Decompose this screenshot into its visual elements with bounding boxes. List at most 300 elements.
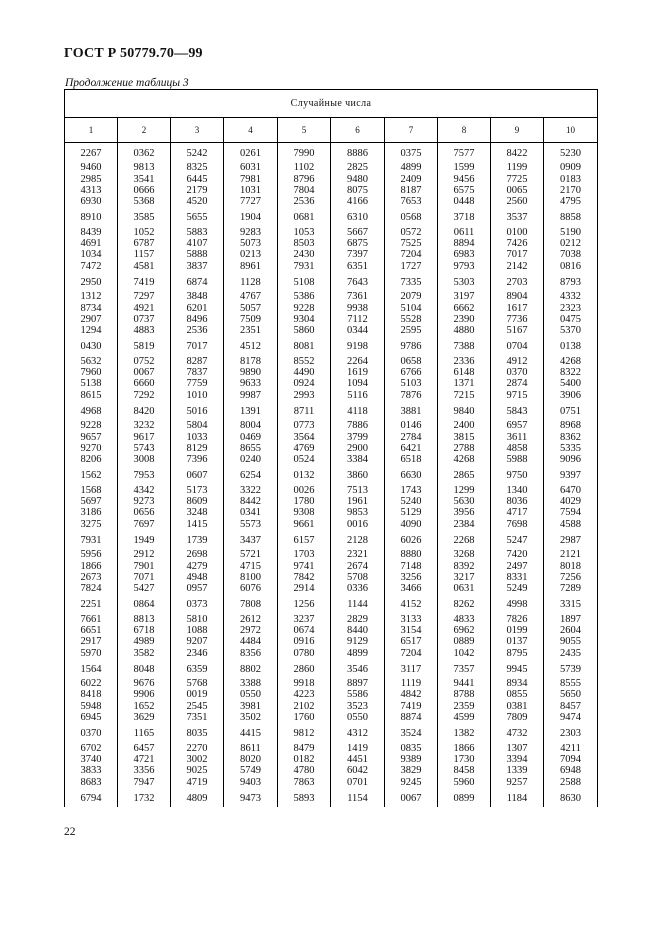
table-cell — [65, 743, 118, 791]
random-number: 5960 — [453, 776, 475, 788]
random-number: 7388 — [453, 341, 475, 353]
random-number: 2985 — [80, 173, 102, 185]
table-cell — [65, 726, 118, 742]
table-cell — [224, 468, 278, 484]
table-cell — [278, 533, 331, 549]
random-number: 4717 — [506, 507, 528, 519]
random-number: 5893 — [293, 792, 315, 804]
table-cell — [118, 662, 171, 678]
table-cell — [278, 227, 331, 275]
random-number: 2674 — [347, 560, 368, 572]
random-number: 8961 — [240, 260, 261, 272]
random-number: 6254 — [240, 470, 261, 482]
table-row — [65, 356, 598, 404]
random-number: 7509 — [240, 313, 261, 325]
random-number: 1760 — [293, 712, 315, 724]
table-cell — [118, 143, 171, 163]
random-number: 9473 — [240, 792, 261, 804]
table-cell — [278, 143, 331, 163]
random-number: 8609 — [186, 496, 208, 508]
table-cell — [278, 597, 331, 613]
table-cell — [544, 143, 598, 163]
random-number: 0899 — [453, 792, 475, 804]
random-number: 4989 — [133, 636, 155, 648]
random-number: 1391 — [240, 405, 261, 417]
random-number: 5804 — [186, 420, 208, 432]
random-number: 1034 — [80, 249, 102, 261]
table-cell — [491, 743, 544, 791]
table-cell — [544, 356, 598, 404]
table-cell — [385, 420, 438, 468]
random-number: 1730 — [453, 753, 475, 765]
table-cell — [544, 791, 598, 807]
random-number: 6470 — [560, 484, 582, 496]
random-number: 7947 — [133, 776, 155, 788]
random-number: 0370 — [506, 367, 528, 379]
random-number: 8004 — [240, 420, 261, 432]
random-number: 2384 — [453, 518, 475, 530]
random-number: 9207 — [186, 636, 208, 648]
random-number: 5586 — [347, 689, 368, 701]
random-number: 2435 — [560, 647, 582, 659]
random-number: 0611 — [453, 226, 475, 238]
table-cell — [491, 227, 544, 275]
random-number: 0212 — [560, 238, 582, 250]
table-cell — [491, 404, 544, 420]
number-group — [65, 356, 598, 404]
table-cell — [385, 404, 438, 420]
random-number: 8018 — [560, 560, 582, 572]
table-cell — [65, 597, 118, 613]
random-number: 8035 — [186, 728, 208, 740]
random-number: 7826 — [506, 613, 528, 625]
random-number: 0067 — [133, 367, 155, 379]
random-number: 3833 — [80, 765, 102, 777]
table-cell — [331, 404, 385, 420]
table-cell — [331, 678, 385, 726]
random-number: 1053 — [293, 226, 315, 238]
random-number: 7653 — [400, 196, 422, 208]
table-cell — [331, 597, 385, 613]
random-number: 3232 — [133, 420, 155, 432]
table-cell — [544, 404, 598, 420]
random-number: 7297 — [133, 291, 155, 303]
random-number: 4118 — [347, 405, 368, 417]
table-row — [65, 468, 598, 484]
random-number: 4921 — [133, 302, 155, 314]
table-cell — [118, 678, 171, 726]
random-number: 0737 — [133, 313, 155, 325]
random-number: 6201 — [186, 302, 208, 314]
random-number: 5697 — [80, 496, 102, 508]
random-number: 8422 — [506, 148, 528, 159]
random-number: 7727 — [240, 196, 261, 208]
random-number: 7981 — [240, 173, 261, 185]
random-number: 8440 — [347, 624, 368, 636]
table-cell — [385, 356, 438, 404]
random-number: 0213 — [240, 249, 261, 261]
random-number: 7426 — [506, 238, 528, 250]
random-number: 3466 — [400, 583, 422, 595]
group-header: Случайные числа — [65, 90, 598, 118]
random-number: 4107 — [186, 238, 208, 250]
table-cell — [544, 162, 598, 210]
random-number: 7420 — [506, 549, 528, 561]
random-number: 5057 — [240, 302, 261, 314]
random-number: 1866 — [453, 742, 475, 754]
random-number: 5016 — [186, 405, 208, 417]
random-number: 5368 — [133, 196, 155, 208]
random-number: 2698 — [186, 549, 208, 561]
table-cell — [278, 339, 331, 355]
table-cell — [544, 275, 598, 291]
number-group — [65, 678, 598, 726]
random-number: 3546 — [347, 663, 368, 675]
table-row — [65, 275, 598, 291]
random-number: 0183 — [560, 173, 582, 185]
table-cell — [278, 468, 331, 484]
table-cell — [171, 420, 224, 468]
random-number: 1564 — [80, 663, 102, 675]
random-number: 3740 — [80, 753, 102, 765]
table-cell — [278, 678, 331, 726]
table-cell — [65, 678, 118, 726]
random-number: 5819 — [133, 341, 155, 353]
random-number: 6794 — [80, 792, 102, 804]
table-cell — [544, 614, 598, 662]
table-cell — [491, 533, 544, 549]
random-number: 5970 — [80, 647, 102, 659]
random-number: 4520 — [186, 196, 208, 208]
table-cell — [65, 227, 118, 275]
random-number: 9657 — [80, 431, 102, 443]
table-cell — [224, 485, 278, 533]
random-number: 8802 — [240, 663, 261, 675]
random-number: 1866 — [80, 560, 102, 572]
random-number: 7960 — [80, 367, 102, 379]
random-number: 1128 — [240, 276, 261, 288]
random-number: 1617 — [506, 302, 528, 314]
table-cell — [544, 468, 598, 484]
random-number: 6787 — [133, 238, 155, 250]
number-group — [65, 597, 598, 613]
random-number: 7577 — [453, 148, 475, 159]
random-number: 7525 — [400, 238, 422, 250]
random-number: 5655 — [186, 212, 208, 224]
table-cell — [385, 662, 438, 678]
random-number: 8793 — [560, 276, 582, 288]
random-number: 4883 — [133, 325, 155, 337]
random-number: 7361 — [347, 291, 368, 303]
random-number: 8615 — [80, 389, 102, 401]
number-group — [65, 726, 598, 742]
random-number: 9786 — [400, 341, 422, 353]
random-number: 4211 — [560, 742, 581, 754]
random-number: 1312 — [80, 291, 102, 303]
table-cell — [171, 662, 224, 678]
random-number: 7876 — [400, 389, 422, 401]
random-number: 6962 — [453, 624, 475, 636]
table-cell — [278, 549, 331, 597]
random-number: 8813 — [133, 613, 155, 625]
random-number: 4719 — [186, 776, 208, 788]
table-cell — [491, 143, 544, 163]
random-number: 0138 — [560, 341, 582, 353]
table-cell — [544, 743, 598, 791]
random-number: 3256 — [400, 571, 422, 583]
table-cell — [544, 662, 598, 678]
table-cell — [118, 404, 171, 420]
table-cell — [544, 339, 598, 355]
table-cell — [438, 291, 491, 339]
random-number: 2497 — [506, 560, 528, 572]
random-number: 5167 — [506, 325, 528, 337]
random-number: 3611 — [506, 431, 528, 443]
random-number: 0631 — [453, 583, 475, 595]
random-number: 2128 — [347, 534, 368, 546]
random-number: 5988 — [506, 454, 528, 466]
random-number: 5073 — [240, 238, 261, 250]
random-number: 5667 — [347, 226, 368, 238]
random-number: 3186 — [80, 507, 102, 519]
table-cell — [224, 356, 278, 404]
table-cell — [491, 339, 544, 355]
table-cell — [171, 726, 224, 742]
random-number: 7148 — [400, 560, 422, 572]
random-number: 2323 — [560, 302, 582, 314]
random-number: 4512 — [240, 341, 261, 353]
random-number: 8479 — [293, 742, 315, 754]
random-number: 8418 — [80, 689, 102, 701]
table-cell — [65, 291, 118, 339]
table-cell — [438, 468, 491, 484]
random-number: 2825 — [347, 162, 368, 174]
random-number: 9460 — [80, 162, 102, 174]
table-cell — [171, 210, 224, 226]
table-cell — [331, 143, 385, 163]
table-cell — [224, 743, 278, 791]
table-cell — [331, 549, 385, 597]
random-number: 4484 — [240, 636, 261, 648]
table-cell — [491, 468, 544, 484]
random-number: 1102 — [293, 162, 315, 174]
random-number: 7112 — [347, 313, 368, 325]
random-number: 1307 — [506, 742, 528, 754]
random-number: 4769 — [293, 442, 315, 454]
random-number: 9617 — [133, 431, 155, 443]
random-number: 4767 — [240, 291, 261, 303]
random-number: 4912 — [506, 355, 528, 367]
random-number: 7215 — [453, 389, 475, 401]
random-number: 1094 — [347, 378, 368, 390]
random-number: 5103 — [400, 378, 422, 390]
random-number: 3388 — [240, 678, 261, 690]
random-number: 9257 — [506, 776, 528, 788]
table-cell — [331, 227, 385, 275]
table-cell — [118, 210, 171, 226]
table-cell — [118, 791, 171, 807]
random-number: 2950 — [80, 276, 102, 288]
table-cell — [491, 420, 544, 468]
random-number: 6874 — [186, 276, 208, 288]
random-number: 1144 — [347, 599, 368, 611]
column-number: 1 — [65, 118, 118, 143]
random-number: 2346 — [186, 647, 208, 659]
table-cell — [118, 420, 171, 468]
random-number: 6660 — [133, 378, 155, 390]
random-number: 0469 — [240, 431, 261, 443]
random-number: 3437 — [240, 534, 261, 546]
table-cell — [171, 549, 224, 597]
table-cell — [331, 339, 385, 355]
number-group — [65, 339, 598, 355]
random-number: 5749 — [240, 765, 261, 777]
table-cell — [65, 339, 118, 355]
random-number: 5956 — [80, 549, 102, 561]
random-number: 1949 — [133, 534, 155, 546]
random-number: 5247 — [506, 534, 528, 546]
random-number: 9055 — [560, 636, 582, 648]
table-cell — [331, 420, 385, 468]
table-cell — [331, 162, 385, 210]
table-cell — [544, 533, 598, 549]
number-group — [65, 210, 598, 226]
random-number: 7990 — [293, 148, 315, 159]
random-number: 2351 — [240, 325, 261, 337]
random-number: 5400 — [560, 378, 582, 390]
random-number: 3860 — [347, 470, 368, 482]
random-number: 4721 — [133, 753, 155, 765]
table-cell — [438, 420, 491, 468]
random-number: 3981 — [240, 700, 261, 712]
random-number: 3275 — [80, 518, 102, 530]
random-number: 1157 — [133, 249, 155, 261]
table-cell — [65, 420, 118, 468]
random-number: 7472 — [80, 260, 102, 272]
random-number: 3394 — [506, 753, 528, 765]
random-number: 2268 — [453, 534, 475, 546]
random-number: 2829 — [347, 613, 368, 625]
table-cell — [171, 227, 224, 275]
random-number: 7953 — [133, 470, 155, 482]
random-number: 0016 — [347, 518, 368, 530]
table-cell — [438, 662, 491, 678]
random-number: 5573 — [240, 518, 261, 530]
random-number: 7736 — [506, 313, 528, 325]
random-number: 7419 — [133, 276, 155, 288]
random-number: 9987 — [240, 389, 261, 401]
random-number: 1199 — [506, 162, 528, 174]
random-number: 5190 — [560, 226, 582, 238]
random-number: 0137 — [506, 636, 528, 648]
table-cell — [65, 468, 118, 484]
table-cell — [438, 485, 491, 533]
random-number: 1415 — [186, 518, 208, 530]
random-number: 9918 — [293, 678, 315, 690]
number-group — [65, 275, 598, 291]
random-number: 8129 — [186, 442, 208, 454]
random-number: 2121 — [560, 549, 582, 561]
table-cell — [438, 227, 491, 275]
table-cell — [171, 614, 224, 662]
random-number: 8630 — [560, 792, 582, 804]
random-number: 8897 — [347, 678, 368, 690]
random-number: 8457 — [560, 700, 582, 712]
random-number: 8420 — [133, 405, 155, 417]
table-cell — [65, 143, 118, 163]
random-number: 9308 — [293, 507, 315, 519]
random-number: 9304 — [293, 313, 315, 325]
random-number: 9938 — [347, 302, 368, 314]
random-number: 5632 — [80, 355, 102, 367]
random-number: 9906 — [133, 689, 155, 701]
table-row — [65, 227, 598, 275]
table-cell — [224, 339, 278, 355]
table-cell — [278, 485, 331, 533]
random-number: 9096 — [560, 454, 582, 466]
random-number: 2612 — [240, 613, 261, 625]
table-row — [65, 743, 598, 791]
random-number: 1052 — [133, 226, 155, 238]
table-row — [65, 662, 598, 678]
random-number: 0816 — [560, 260, 582, 272]
random-number: 3217 — [453, 571, 475, 583]
random-number: 6662 — [453, 302, 475, 314]
random-number: 0240 — [240, 454, 261, 466]
table-row — [65, 678, 598, 726]
random-number: 2860 — [293, 663, 315, 675]
random-number: 5427 — [133, 583, 155, 595]
random-number: 7808 — [240, 599, 261, 611]
table-cell — [438, 210, 491, 226]
table-cell — [385, 291, 438, 339]
random-number: 3133 — [400, 613, 422, 625]
table-cell — [65, 662, 118, 678]
random-number: 8458 — [453, 765, 475, 777]
random-number: 7292 — [133, 389, 155, 401]
table-cell — [331, 662, 385, 678]
random-number: 0773 — [293, 420, 315, 432]
random-number: 7837 — [186, 367, 208, 379]
table-cell — [278, 210, 331, 226]
random-number: 4451 — [347, 753, 368, 765]
table-cell — [544, 227, 598, 275]
random-number: 8178 — [240, 355, 261, 367]
random-number: 6875 — [347, 238, 368, 250]
random-number: 9389 — [400, 753, 422, 765]
random-number: 1904 — [240, 212, 261, 224]
random-number: 1382 — [453, 728, 475, 740]
random-number: 1568 — [80, 484, 102, 496]
random-number: 1961 — [347, 496, 368, 508]
random-number: 3008 — [133, 454, 155, 466]
table-cell — [544, 678, 598, 726]
table-cell — [224, 143, 278, 163]
random-number: 8262 — [453, 599, 475, 611]
random-number: 7697 — [133, 518, 155, 530]
random-number: 7643 — [347, 276, 368, 288]
random-number: 5743 — [133, 442, 155, 454]
random-number: 4342 — [133, 484, 155, 496]
table-cell — [224, 291, 278, 339]
table-cell — [491, 291, 544, 339]
random-number: 7863 — [293, 776, 315, 788]
number-group — [65, 404, 598, 420]
table-cell — [171, 404, 224, 420]
random-number: 1739 — [186, 534, 208, 546]
random-number: 4599 — [453, 712, 475, 724]
random-number: 4490 — [293, 367, 315, 379]
